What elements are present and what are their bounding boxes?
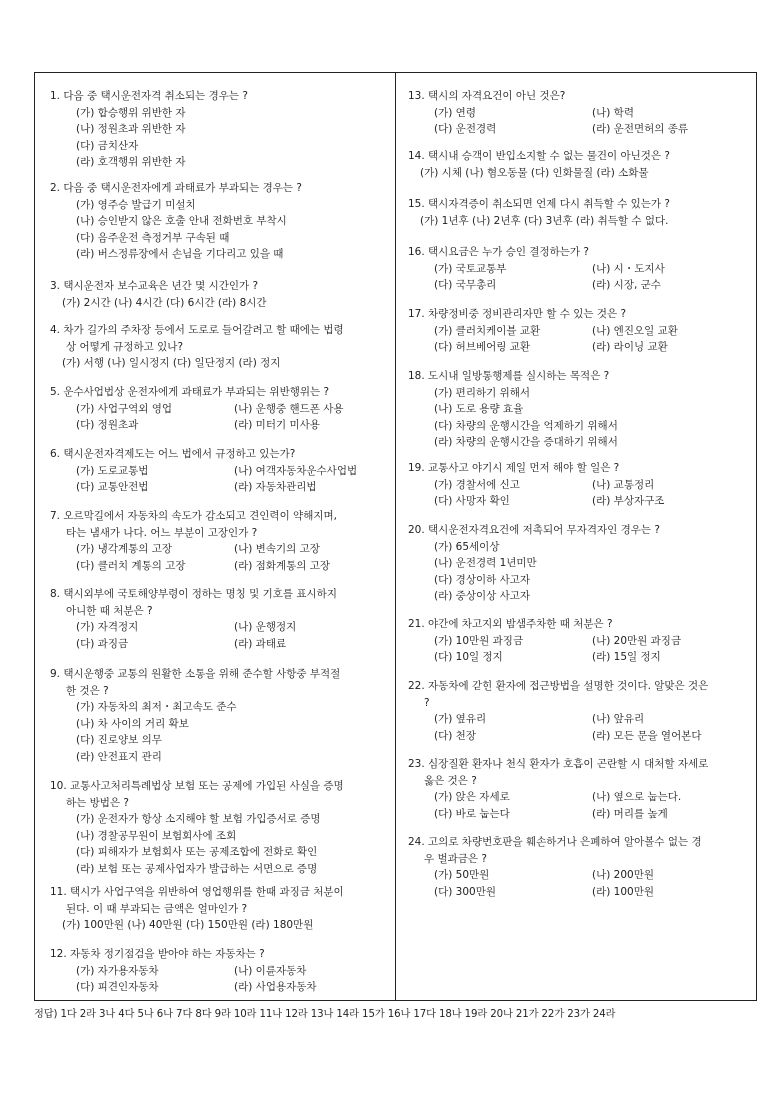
question-text: 8. 택시외부에 국토해양부령이 정하는 명칭 및 기호를 표시하지 아니한 때 처분은 ?	[50, 588, 337, 617]
option-1: (가) 도로교통법	[76, 464, 149, 477]
options	[50, 811, 390, 877]
question-13	[408, 88, 753, 138]
question-18	[408, 368, 753, 451]
option-3: (다) 정원초과	[76, 419, 139, 431]
options	[408, 213, 753, 230]
question-text: 20. 택시운전자격요건에 저촉되어 무자격자인 경우는 ?	[408, 524, 660, 536]
option-3: (다) 바로 눕는다	[434, 807, 510, 820]
option-1: (가) 옆유리	[434, 713, 487, 725]
option-2: (나) 200만원	[592, 869, 655, 881]
option-1: (가) 클러치케이블 교환	[434, 324, 541, 337]
option-3: (다) 300만원	[434, 885, 497, 898]
option-4: (라) 라이닝 교환	[592, 341, 668, 353]
options	[408, 867, 753, 900]
option-3: (다) 허브베어링 교환	[434, 341, 531, 353]
question-4	[50, 322, 390, 372]
question-text: 4. 차가 길가의 주차장 등에서 도로로 들어갈려고 할 때에는 법령 상 어떻게 규정하고 있나?	[50, 324, 344, 353]
options	[50, 355, 390, 372]
question-text: 6. 택시운전자격제도는 어느 법에서 규정하고 있는가?	[50, 448, 296, 460]
options	[408, 711, 753, 744]
options	[50, 917, 390, 934]
answer-key: 정답) 1다 2라 3나 4다 5나 6나 7다 8다 9라 10라 11나 12라 13나 14라 15가 16나 17다 18나 19라 20나 21가 22가 23가 24라	[34, 1009, 616, 1020]
options	[50, 619, 390, 652]
option-4: (라) 100만원	[592, 885, 655, 898]
option-1: (가) 65세이상	[434, 540, 500, 553]
question-8	[50, 586, 390, 652]
option-1: (가) 50만원	[434, 869, 490, 881]
option-3: (다) 피견인자동차	[76, 981, 159, 993]
option-2: (나) 경찰공무원이 보험회사에 조회	[76, 829, 237, 842]
question-text: 9. 택시운행중 교통의 원활한 소통을 위해 준수할 사항중 부적절 한 것은 ?	[50, 668, 341, 697]
option-4: (라) 15일 정지	[592, 651, 661, 663]
options	[408, 477, 753, 510]
question-17	[408, 306, 753, 356]
options	[408, 105, 753, 138]
option-2: (나) 차 사이의 거리 확보	[76, 717, 189, 730]
option-2: (나) 정원초과 위반한 자	[76, 123, 186, 135]
option-1: (가) 서행 (나) 일시정지 (다) 일단정지 (라) 정지	[62, 357, 281, 369]
option-4: (라) 점화계통의 고장	[234, 559, 331, 572]
option-2: (나) 여객자동차운수사업법	[234, 464, 358, 477]
question-text: 1. 다음 중 택시운전자격 취소되는 경우는 ?	[50, 90, 248, 102]
option-4: (라) 버스정류장에서 손님을 기다리고 있을 때	[76, 248, 284, 260]
options	[408, 323, 753, 356]
option-1: (가) 자격정지	[76, 621, 139, 633]
option-3: (다) 교통안전법	[76, 481, 149, 493]
options	[50, 105, 390, 171]
option-2: (나) 승인받지 않은 호출 안내 전화번호 부착시	[76, 215, 287, 227]
option-1: (가) 자동차의 최저・최고속도 준수	[76, 701, 237, 713]
option-4: (라) 차량의 운행시간을 증대하기 위해서	[434, 436, 618, 448]
question-text: 12. 자동차 정기점검을 받아야 하는 자동차는 ?	[50, 948, 265, 960]
option-1: (가) 운전자가 항상 소지해야 할 보험 가입증서로 증명	[76, 813, 321, 825]
option-1: (가) 편리하기 위해서	[434, 386, 531, 399]
question-text: 5. 운수사업법상 운전자에게 과태료가 부과되는 위반행위는 ?	[50, 386, 330, 398]
option-4: (라) 머리를 높게	[592, 807, 668, 820]
option-3: (다) 10일 정지	[434, 651, 503, 663]
option-3: (다) 차량의 운행시간을 억제하기 위해서	[434, 419, 618, 432]
option-2: (나) 변속기의 고장	[234, 543, 320, 555]
options	[50, 401, 390, 434]
option-3: (다) 운전경력	[434, 123, 497, 135]
option-2: (나) 운행정지	[234, 621, 297, 633]
option-4: (라) 과태료	[234, 637, 287, 650]
option-3: (다) 과징금	[76, 637, 129, 650]
option-4: (라) 미터기 미사용	[234, 419, 320, 431]
option-4: (라) 중상이상 사고자	[434, 590, 531, 602]
option-2: (나) 운행중 핸드폰 사용	[234, 402, 344, 415]
question-22	[408, 678, 753, 744]
question-text: 10. 교통사고처리특례법상 보험 또는 공제에 가입된 사실을 증명 하는 방법은 ?	[50, 780, 344, 809]
question-20	[408, 522, 753, 605]
question-text: 24. 고의로 차량번호판을 훼손하거나 은폐하여 알아볼수 없는 경 우 벌과금은 ?	[408, 836, 702, 865]
option-1: (가) 10만원 과징금	[434, 634, 524, 647]
question-text: 18. 도시내 일방통행제를 실시하는 목적은 ?	[408, 370, 610, 382]
option-1: (가) 2시간 (나) 4시간 (다) 6시간 (라) 8시간	[62, 296, 267, 309]
options	[50, 963, 390, 996]
options	[50, 197, 390, 263]
option-2: (나) 옆으로 눕는다.	[592, 791, 682, 803]
option-4: (라) 시장, 군수	[592, 279, 661, 291]
question-10	[50, 778, 390, 877]
option-2: (나) 운전경력 1년미만	[434, 557, 537, 569]
option-1: (가) 앉은 자세로	[434, 791, 510, 803]
option-2: (나) 엔진오일 교환	[592, 324, 678, 337]
question-5	[50, 384, 390, 434]
option-4: (라) 안전표지 관리	[76, 750, 162, 763]
question-text: 22. 자동차에 갇힌 환자에 접근방법을 설명한 것이다. 알맞은 것은 ?	[408, 680, 709, 709]
options	[408, 261, 753, 294]
option-4: (라) 호객행위 위반한 자	[76, 156, 186, 168]
option-1: (가) 영주승 발급기 미설치	[76, 198, 196, 211]
question-15	[408, 196, 753, 229]
question-1	[50, 88, 390, 171]
question-7	[50, 508, 390, 574]
question-text: 21. 야간에 차고지외 밤샘주차한 때 처분은 ?	[408, 618, 613, 630]
option-4: (라) 모든 문을 열어본다	[592, 729, 702, 742]
option-2: (나) 학력	[592, 106, 634, 119]
options	[408, 385, 753, 451]
option-4: (라) 사업용자동차	[234, 981, 317, 993]
question-text: 14. 택시내 승객이 반입소지할 수 없는 물건이 아닌것은 ?	[408, 150, 670, 162]
option-2: (나) 이륜자동차	[234, 964, 307, 977]
question-19	[408, 460, 753, 510]
question-3	[50, 278, 390, 311]
option-3: (다) 사망자 확인	[434, 495, 510, 507]
options	[408, 789, 753, 822]
option-3: (다) 음주운전 측정거부 구속된 때	[76, 231, 230, 244]
options	[50, 463, 390, 496]
option-1: (가) 시체 (나) 혐오동물 (다) 인화물질 (라) 소화물	[420, 166, 649, 179]
question-text: 11. 택시가 사업구역을 위반하여 영업행위를 한때 과징금 처분이 된다. 이 때 부과되는 금액은 얼마인가 ?	[50, 886, 344, 915]
option-1: (가) 경찰서에 신고	[434, 478, 520, 491]
options	[50, 699, 390, 765]
option-2: (나) 교통정리	[592, 478, 655, 491]
question-24	[408, 834, 753, 900]
option-1: (가) 사업구역외 영업	[76, 402, 173, 415]
question-text: 16. 택시요금은 누가 승인 결정하는가 ?	[408, 246, 589, 258]
option-3: (다) 진로양보 의무	[76, 734, 162, 746]
options	[408, 165, 753, 182]
column-divider	[395, 72, 396, 1001]
option-1: (가) 100만원 (나) 40만원 (다) 150만원 (라) 180만원	[62, 919, 314, 931]
question-text: 13. 택시의 자격요건이 아닌 것은?	[408, 90, 566, 102]
option-1: (가) 냉각계통의 고장	[76, 543, 173, 555]
option-3: (다) 천장	[434, 729, 476, 742]
option-4: (라) 자동차관리법	[234, 481, 317, 493]
option-1: (가) 연령	[434, 106, 476, 119]
question-9	[50, 666, 390, 765]
question-text: 7. 오르막길에서 자동차의 속도가 감소되고 견인력이 약해지며, 타는 냄새가 나다. 어느 부분이 고장인가 ?	[50, 510, 337, 539]
options	[50, 541, 390, 574]
question-14	[408, 148, 753, 181]
question-6	[50, 446, 390, 496]
question-16	[408, 244, 753, 294]
question-21	[408, 616, 753, 666]
option-3: (다) 피해자가 보험회사 또는 공제조합에 전화로 확인	[76, 846, 318, 858]
option-4: (라) 운전면허의 종류	[592, 123, 689, 135]
option-1: (가) 합승행위 위반한 자	[76, 106, 186, 119]
question-text: 2. 다음 중 택시운전자에게 과태료가 부과되는 경우는 ?	[50, 182, 302, 194]
question-text: 17. 차량정비중 정비관리자만 할 수 있는 것은 ?	[408, 308, 627, 320]
option-1: (가) 1년후 (나) 2년후 (다) 3년후 (라) 취득할 수 없다.	[420, 214, 669, 227]
question-2	[50, 180, 390, 263]
option-2: (나) 앞유리	[592, 713, 645, 725]
option-2: (나) 도로 용량 효율	[434, 403, 524, 415]
option-4: (라) 보험 또는 공제사업자가 발급하는 서면으로 증명	[76, 862, 318, 875]
options	[50, 295, 390, 312]
options	[408, 539, 753, 605]
option-1: (가) 국토교통부	[434, 262, 507, 275]
question-text: 15. 택시자격증이 취소되면 언제 다시 취득할 수 있는가 ?	[408, 198, 670, 210]
option-2: (나) 20만원 과징금	[592, 634, 682, 647]
options	[408, 633, 753, 666]
question-11	[50, 884, 390, 934]
option-2: (나) 시・도지사	[592, 262, 665, 275]
question-text: 19. 교통사고 야기시 제일 먼저 해야 할 일은 ?	[408, 462, 620, 474]
option-4: (라) 부상자구조	[592, 495, 665, 507]
question-12	[50, 946, 390, 996]
option-1: (가) 자가용자동차	[76, 964, 159, 977]
option-3: (다) 국무총리	[434, 279, 497, 291]
question-text: 23. 심장질환 환자나 천식 환자가 호흡이 곤란할 시 대처할 자세로 옳은 것은 ?	[408, 758, 709, 787]
option-3: (다) 경상이하 사고자	[434, 573, 531, 586]
question-text: 3. 택시운전자 보수교육은 년간 몇 시간인가 ?	[50, 280, 259, 292]
option-3: (다) 금치산자	[76, 139, 139, 152]
option-3: (다) 클러치 계통의 고장	[76, 559, 186, 572]
question-23	[408, 756, 753, 822]
